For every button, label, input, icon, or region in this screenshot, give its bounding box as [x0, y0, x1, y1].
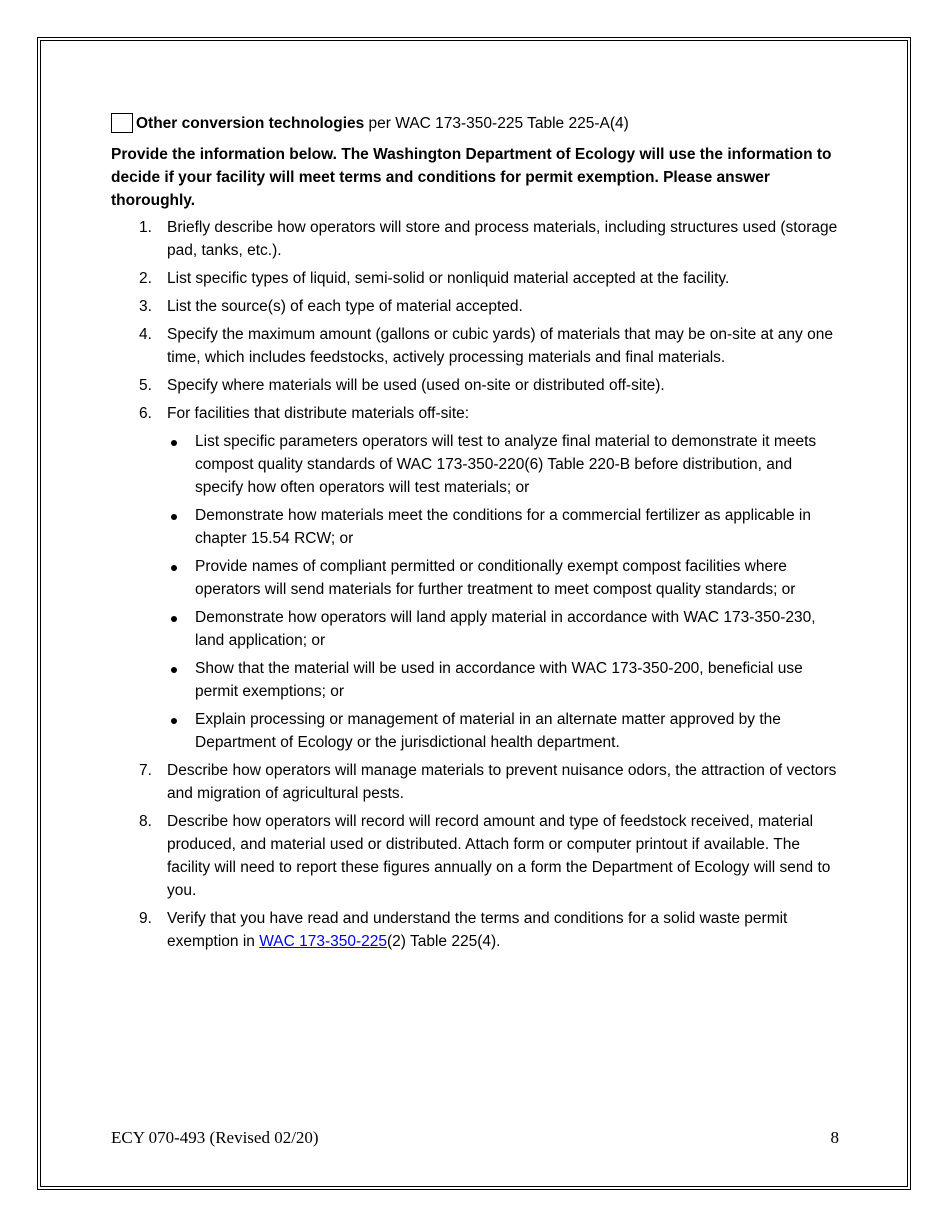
bullet-item [167, 657, 841, 703]
item-text: List specific types of liquid, semi-solid or nonliquid material accepted at the facility. [167, 270, 730, 287]
bullet-item [167, 606, 841, 652]
item-text-suffix: (2) Table 225(4). [387, 933, 501, 950]
item-number: 8. [139, 813, 152, 830]
bullet-item [167, 555, 841, 601]
form-section [111, 110, 841, 958]
item-number: 5. [139, 377, 152, 394]
list-item [111, 374, 841, 397]
bullet-icon [171, 440, 177, 446]
page-footer [111, 1128, 839, 1148]
section-title-bold: Other conversion technologies [136, 114, 365, 132]
item-text: Briefly describe how operators will store and process materials, including structures used (storage pad, tanks, etc.). [167, 219, 838, 259]
list-item [111, 402, 841, 754]
item-number: 9. [139, 910, 152, 927]
item-text: Verify that you have read and understand the terms and conditions for a solid waste permit exemption in [167, 910, 788, 950]
item-number: 2. [139, 270, 152, 287]
bullet-text: Demonstrate how operators will land apply material in accordance with WAC 173-350-230, land application; or [195, 609, 816, 649]
bullet-text: Explain processing or management of material in an alternate matter approved by the Department of Ecology or the jurisdictional health department. [195, 711, 781, 751]
bullet-item [167, 708, 841, 754]
question-list [111, 216, 841, 953]
bullet-icon [171, 616, 177, 622]
item-number: 1. [139, 219, 152, 236]
bullet-icon [171, 718, 177, 724]
section-title-rest: per WAC 173-350-225 Table 225-A(4) [364, 114, 629, 132]
list-item [111, 267, 841, 290]
bullet-icon [171, 514, 177, 520]
list-item [111, 323, 841, 369]
item-number: 6. [139, 405, 152, 422]
list-item [111, 295, 841, 318]
wac-173-350-225-link[interactable]: WAC 173-350-225 [259, 933, 388, 950]
list-item [111, 216, 841, 262]
conversion-tech-checkbox[interactable] [111, 113, 133, 133]
item-number: 7. [139, 762, 152, 779]
item-number: 4. [139, 326, 152, 343]
list-item [111, 759, 841, 805]
form-id: ECY 070-493 (Revised 02/20) [111, 1128, 319, 1147]
page-number: 8 [830, 1128, 839, 1147]
item-text: Specify the maximum amount (gallons or cubic yards) of materials that may be on-site at any one time, which includes feedstocks, actively processing materials and final materials. [167, 326, 833, 366]
distribution-options-list [167, 430, 841, 754]
list-item [111, 907, 841, 953]
bullet-text: Show that the material will be used in accordance with WAC 173-350-200, beneficial use permit exemptions; or [195, 660, 803, 700]
bullet-icon [171, 565, 177, 571]
item-number: 3. [139, 298, 152, 315]
bullet-icon [171, 667, 177, 673]
bullet-text: List specific parameters operators will test to analyze final material to demonstrate it meets compost quality standards of WAC 173-350-220(6) Table 220-B before distribution, and specify how often operators will test materials; or [195, 433, 817, 496]
bullet-item [167, 430, 841, 499]
bullet-text: Demonstrate how materials meet the conditions for a commercial fertilizer as applicable in chapter 15.54 RCW; or [195, 507, 811, 547]
item-text: List the source(s) of each type of material accepted. [167, 298, 523, 315]
item-text: For facilities that distribute materials off-site: [167, 405, 470, 422]
list-item [111, 810, 841, 902]
item-text: Describe how operators will manage materials to prevent nuisance odors, the attraction of vectors and migration of agricultural pests. [167, 762, 837, 802]
item-text: Describe how operators will record will record amount and type of feedstock received, material produced, and material used or distributed. Attach form or computer printout if available. The facility will need to report these figures annually on a form the Department of Ecology will send to you. [167, 813, 831, 899]
bullet-text: Provide names of compliant permitted or conditionally exempt compost facilities where operators will send materials for further treatment to meet compost quality standards; or [195, 558, 796, 598]
section-heading [111, 110, 841, 136]
bullet-item [167, 504, 841, 550]
item-text: Specify where materials will be used (used on-site or distributed off-site). [167, 377, 665, 394]
intro-text: Provide the information below. The Washington Department of Ecology will use the information to decide if your facility will meet terms and conditions for permit exemption. Please answer thoroughly. [111, 146, 832, 209]
